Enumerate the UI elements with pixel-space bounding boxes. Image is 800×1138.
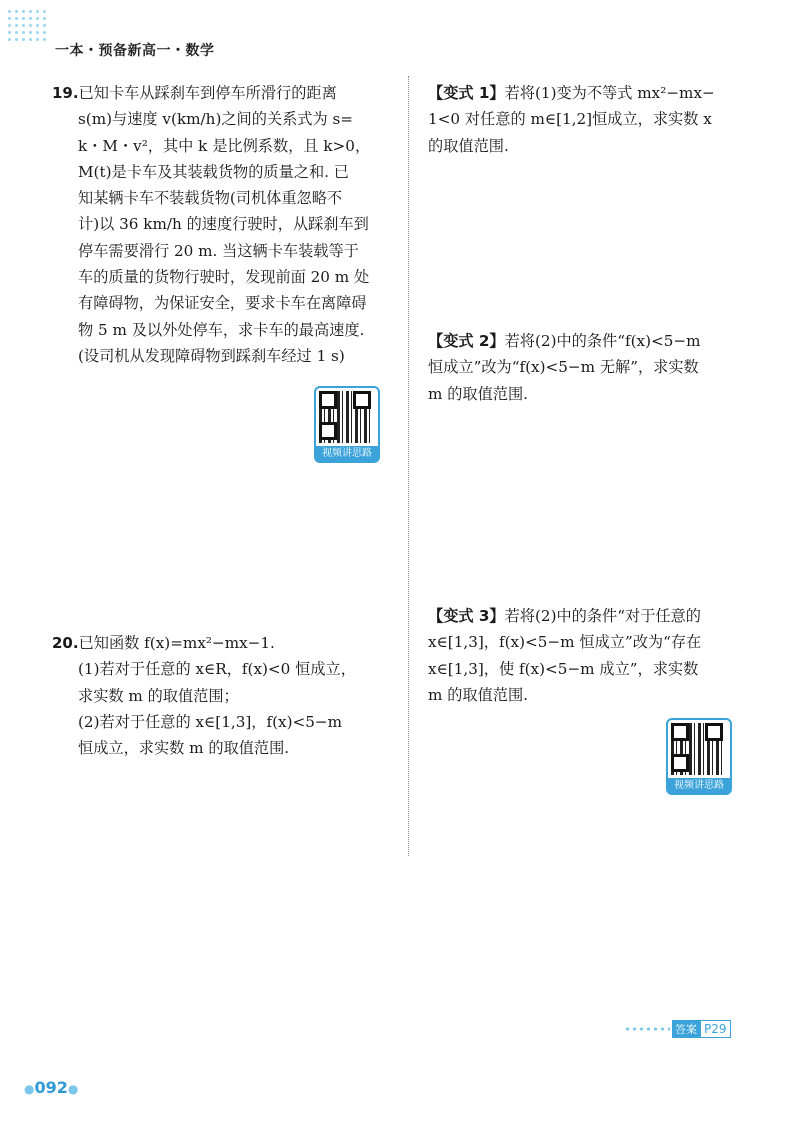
- page-number-dot: ●: [67, 1082, 79, 1096]
- variant-3: [428, 603, 768, 708]
- answer-page: P29: [700, 1020, 731, 1038]
- question-19: [52, 80, 392, 369]
- header-dot-pattern: [6, 8, 50, 44]
- q20-line: (2)若对于任意的 x∈[1,3]，f(x)<5−m: [78, 712, 343, 731]
- q19-line: s(m)与速度 v(km/h)之间的关系式为 s=: [78, 110, 354, 129]
- variant-line: x∈[1,3]，f(x)<5−m 恒成立”改为“存在: [428, 633, 702, 652]
- variant-line: 若将(2)中的条件“对于任意的: [504, 607, 701, 625]
- q19-line: 计)以 36 km/h 的速度行驶时，从踩刹车到: [78, 215, 369, 234]
- qr-corner-mark: [671, 754, 689, 772]
- q20-stem: 已知函数 f(x)=mx²−mx−1.: [78, 634, 275, 652]
- q19-line: 知某辆卡车不装载货物(司机体重忽略不: [78, 189, 343, 208]
- q19-line: (设司机从发现障碍物到踩刹车经过 1 s): [78, 346, 345, 365]
- q20-line: 求实数 m 的取值范围；: [78, 686, 239, 705]
- variant-line: 若将(2)中的条件“f(x)<5−m: [504, 332, 701, 350]
- variant-line: x∈[1,3]，使 f(x)<5−m 成立”，求实数: [428, 659, 699, 678]
- qr-label: 视频讲思路: [668, 778, 730, 793]
- page-number-text: 092: [34, 1078, 68, 1097]
- variant-line: m 的取值范围.: [428, 685, 528, 704]
- question-20: [52, 630, 392, 761]
- variant-line: 若将(1)变为不等式 mx²−mx−: [504, 84, 715, 102]
- answer-label: 答案: [672, 1020, 700, 1038]
- q20-line: (1)若对于任意的 x∈R，f(x)<0 恒成立，: [78, 660, 356, 679]
- variant-label: 【变式 3】: [428, 607, 505, 625]
- question-number: 19.: [52, 84, 79, 102]
- question-number: 20.: [52, 634, 79, 652]
- running-header: 一本・预备新高一・数学: [55, 43, 215, 59]
- qr-code-video-v3[interactable]: [666, 718, 732, 795]
- variant-line: 的取值范围.: [428, 136, 509, 155]
- page-number-dot: ●: [24, 1082, 35, 1096]
- q19-line: M(t)是卡车及其装载货物的质量之和. 已: [78, 162, 349, 181]
- q19-line: k・M・v²，其中 k 是比例系数，且 k>0，: [78, 136, 371, 155]
- q19-line: 车的质量的货物行驶时，发现前面 20 m 处: [78, 268, 370, 287]
- q19-line: 有障碍物，为保证安全，要求卡车在离障碍: [78, 294, 367, 313]
- q20-line: 恒成立，求实数 m 的取值范围.: [78, 739, 290, 758]
- q19-line: 已知卡车从踩刹车到停车所滑行的距离: [78, 84, 337, 102]
- variant-line: 恒成立”改为“f(x)<5−m 无解”，求实数: [428, 358, 699, 377]
- answer-dots: [624, 1026, 670, 1032]
- qr-corner-mark: [319, 422, 337, 440]
- q19-line: 停车需要滑行 20 m. 当这辆卡车装载等于: [78, 241, 359, 260]
- answer-reference[interactable]: [624, 1019, 731, 1039]
- q19-line: 物 5 m 及以外处停车，求卡车的最高速度.: [78, 320, 365, 339]
- variant-2: [428, 328, 768, 407]
- page-number: [24, 1078, 78, 1097]
- variant-label: 【变式 1】: [428, 84, 505, 102]
- column-divider: [408, 76, 409, 856]
- qr-label: 视频讲思路: [316, 446, 378, 461]
- variant-label: 【变式 2】: [428, 332, 505, 350]
- variant-line: 1<0 对任意的 m∈[1,2]恒成立，求实数 x: [428, 110, 712, 129]
- qr-code-video-19[interactable]: [314, 386, 380, 463]
- variant-line: m 的取值范围.: [428, 384, 528, 403]
- variant-1: [428, 80, 768, 159]
